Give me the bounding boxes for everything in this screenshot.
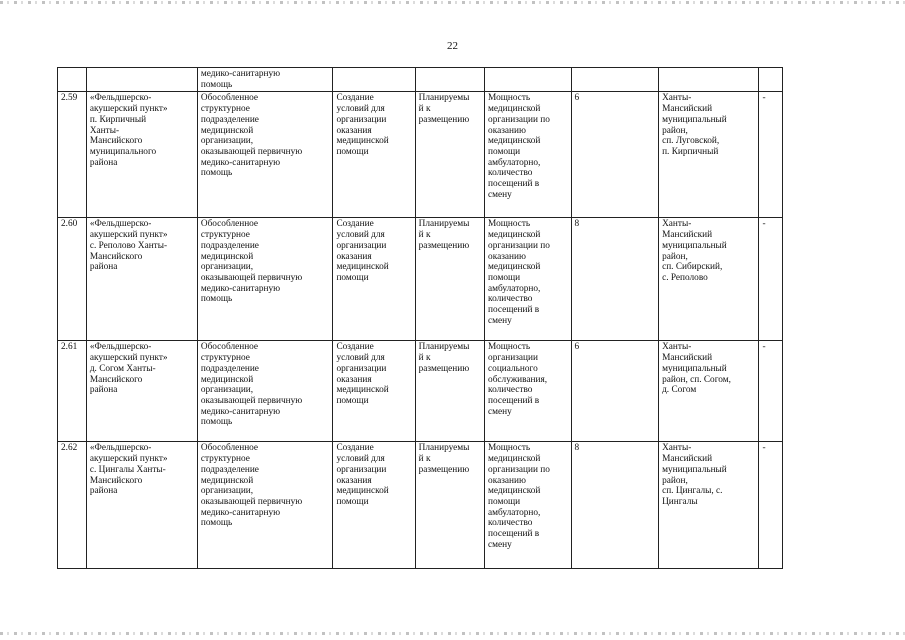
table-row xyxy=(58,92,783,218)
cell-value: 6 xyxy=(571,341,659,442)
cell-number: 2.59 xyxy=(58,92,87,218)
cell-name: «Фельдшерско- акушерский пункт» д. Согом Ханты- Мансийского района xyxy=(86,341,197,442)
cell-location xyxy=(659,68,759,92)
cell-goal: Создание условий для организации оказания медицинской помощи xyxy=(333,341,415,442)
cell-goal: Создание условий для организации оказания медицинской помощи xyxy=(333,92,415,218)
cell-goal: Создание условий для организации оказания медицинской помощи xyxy=(333,218,415,341)
cell-status: Планируемы й к размещению xyxy=(415,341,484,442)
cell-location: Ханты- Мансийский муниципальный район, сп. Луговской, п. Кирпичный xyxy=(659,92,759,218)
cell-value: 8 xyxy=(571,218,659,341)
cell-characteristic: Мощность организации социального обслуживания, количество посещений в смену xyxy=(485,341,571,442)
cell-status: Планируемы й к размещению xyxy=(415,92,484,218)
cell-characteristic xyxy=(485,68,571,92)
cell-goal xyxy=(333,68,415,92)
cell-value: 8 xyxy=(571,442,659,569)
cell-goal: Создание условий для организации оказания медицинской помощи xyxy=(333,442,415,569)
cell-type: Обособленное структурное подразделение медицинской организации, оказывающей первичную медико-санитарную помощь xyxy=(197,341,333,442)
cell-type: медико-санитарную помощь xyxy=(197,68,333,92)
cell-number: 2.61 xyxy=(58,341,87,442)
cell-name: «Фельдшерско- акушерский пункт» п. Кирпичный Ханты- Мансийского муниципального района xyxy=(86,92,197,218)
cell-characteristic: Мощность медицинской организации по оказанию медицинской помощи амбулаторно, количество посещений в смену xyxy=(485,92,571,218)
cell-number: 2.62 xyxy=(58,442,87,569)
cell-status: Планируемы й к размещению xyxy=(415,218,484,341)
cell-zone: - xyxy=(759,442,783,569)
table-row-continued xyxy=(58,68,783,92)
page-number: 22 xyxy=(447,40,458,52)
cell-type: Обособленное структурное подразделение медицинской организации, оказывающей первичную медико-санитарную помощь xyxy=(197,218,333,341)
cell-zone xyxy=(759,68,783,92)
cell-number: 2.60 xyxy=(58,218,87,341)
table-row xyxy=(58,442,783,569)
cell-characteristic: Мощность медицинской организации по оказанию медицинской помощи амбулаторно, количество посещений в смену xyxy=(485,442,571,569)
cell-name: «Фельдшерско- акушерский пункт» с. Реполово Ханты- Мансийского района xyxy=(86,218,197,341)
scan-artifact-top xyxy=(0,1,905,4)
cell-value: 6 xyxy=(571,92,659,218)
cell-name xyxy=(86,68,197,92)
cell-status xyxy=(415,68,484,92)
cell-value xyxy=(571,68,659,92)
facilities-table xyxy=(57,67,783,569)
cell-status: Планируемы й к размещению xyxy=(415,442,484,569)
scan-artifact-bottom xyxy=(0,632,905,635)
table-row xyxy=(58,218,783,341)
table-row xyxy=(58,341,783,442)
cell-location: Ханты- Мансийский муниципальный район, сп. Сибирский, с. Реполово xyxy=(659,218,759,341)
cell-characteristic: Мощность медицинской организации по оказанию медицинской помощи амбулаторно, количество посещений в смену xyxy=(485,218,571,341)
cell-zone: - xyxy=(759,218,783,341)
cell-location: Ханты- Мансийский муниципальный район, сп. Согом, д. Согом xyxy=(659,341,759,442)
cell-name: «Фельдшерско- акушерский пункт» с. Цингалы Ханты- Мансийского района xyxy=(86,442,197,569)
cell-zone: - xyxy=(759,92,783,218)
cell-zone: - xyxy=(759,341,783,442)
cell-number xyxy=(58,68,87,92)
cell-location: Ханты- Мансийский муниципальный район, сп. Цингалы, с. Цингалы xyxy=(659,442,759,569)
cell-type: Обособленное структурное подразделение медицинской организации, оказывающей первичную медико-санитарную помощь xyxy=(197,442,333,569)
cell-type: Обособленное структурное подразделение медицинской организации, оказывающей первичную медико-санитарную помощь xyxy=(197,92,333,218)
